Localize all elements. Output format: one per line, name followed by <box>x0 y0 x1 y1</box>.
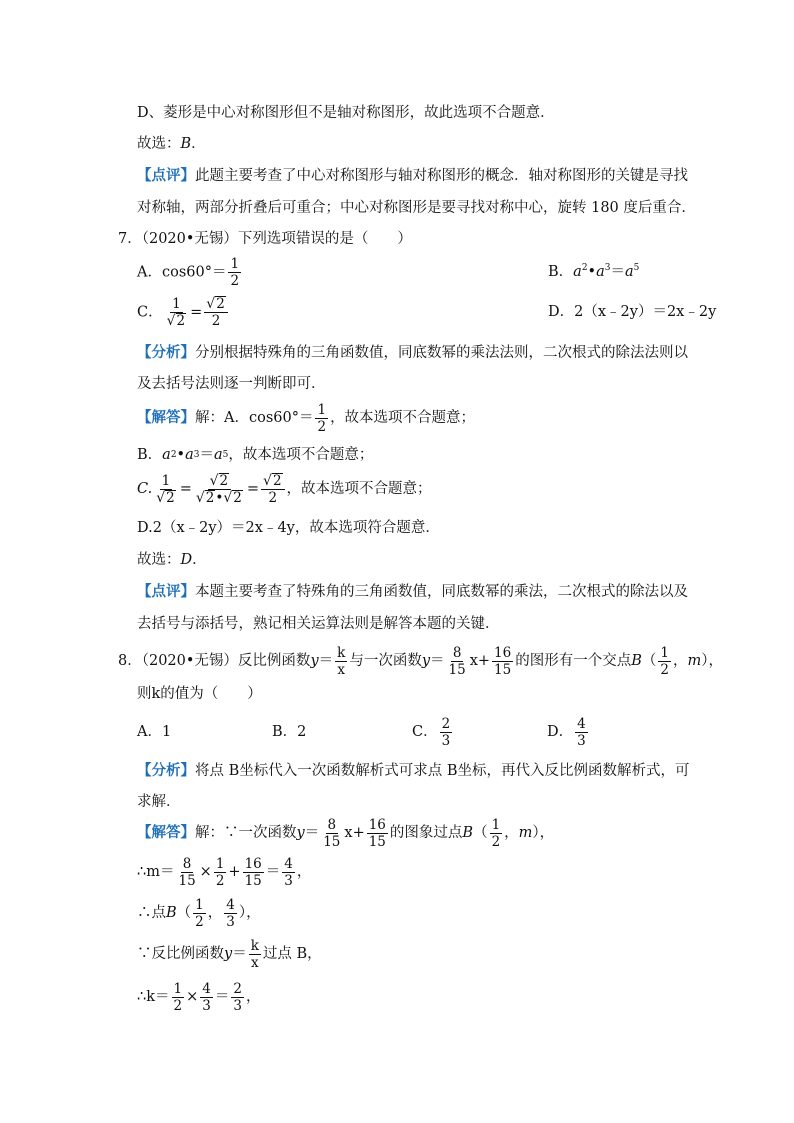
q7-answer-c: C. 1 √ 2 = √ 2 √ 2 • √ 2 = √ 2 2 ，故本选项不合题意； <box>137 472 432 506</box>
q8-heading-2: 则k的值为（ ） <box>137 686 262 702</box>
q7-options-row-1 <box>137 252 640 292</box>
q8-option-b: B．2 <box>272 724 307 740</box>
line-choose-b: 故选： B ． <box>137 136 206 152</box>
q7-heading: 7．（2020•无锡）下列选项错误的是（ ） <box>118 231 412 247</box>
q7-comment-2: 去括号与添括号，熟记相关运算法则是解答本题的关键． <box>137 616 500 632</box>
q8-solution-4: ∵反比例函数 y ＝ $\frac{k}{x}$ 过点 B， <box>137 937 322 971</box>
q8-options <box>137 712 617 752</box>
q8-option-a: A．1 <box>137 724 172 740</box>
answer-tag: 【解答】 <box>137 409 195 426</box>
q7-option-c: C． 1 √ 2 = √ 2 2 <box>137 296 230 329</box>
q7-answer-d: D.2（x﹣2y）＝2x﹣4y，故本选项符合题意． <box>137 520 440 536</box>
q7-option-b: B．$a^2•a^3=a^5$ <box>548 263 640 280</box>
line-comment-2: 对称轴，两部分折叠后可重合；中心对称图形是要寻找对称中心，旋转 180 度后重合． <box>137 200 696 216</box>
q7-choose-d: 故选： D ． <box>137 552 207 568</box>
analysis-tag: 【分析】 <box>137 344 195 361</box>
q7-analysis-2: 及去括号法则逐一判断即可． <box>137 376 326 392</box>
q7-option-a: A．cos60°＝ $\frac{1}{2}$ <box>137 255 240 289</box>
q7-comment-1: 【点评】 本题主要考查了特殊角的三角函数值，同底数幂的乘法，二次根式的除法以及 <box>137 583 688 600</box>
comment-tag: 【点评】 <box>137 167 195 184</box>
q7-answer-b: B． a 2 • a 3 ＝ a 5 ，故本选项不合题意； <box>137 447 374 463</box>
q8-solution-2: ∴m＝ $\frac{8}{15}$ × $\frac{1}{2}$ + $\frac{16}{15}$ ＝ $\frac{4}{3}$ ， <box>137 855 312 889</box>
q8-analysis-2: 求解． <box>137 794 181 810</box>
answer-tag: 【解答】 <box>137 824 195 841</box>
q8-option-d: D． $\frac{4}{3}$ <box>547 715 586 749</box>
q8-analysis-1: 【分析】 将点 B坐标代入一次函数解析式可求点 B坐标，再代入反比例函数解析式，可 <box>137 762 690 779</box>
line-comment-1: 【点评】 此题主要考查了中心对称图形与轴对称图形的概念．轴对称图形的关键是寻找 <box>137 167 688 184</box>
comment-tag: 【点评】 <box>137 583 195 600</box>
q7-answer-a: 【解答】 解：A．cos60°＝ $\frac{1}{2}$ ，故本选项不合题意； <box>137 401 476 435</box>
q8-solution-1: 【解答】 解：∵一次函数 y ＝ $\frac{8}{15}$ x+ $\frac{16}{15}$ 的图象过点 B （ $\frac{1}{2}$ ， m ）， <box>137 816 555 850</box>
line-option-d-conclusion: D、菱形是中心对称图形但不是轴对称图形，故此选项不合题意． <box>137 105 555 121</box>
q8-solution-3: ∴点 B （ $\frac{1}{2}$ ， $\frac{4}{3}$ ）， <box>137 896 261 930</box>
q7-option-d: D．2（x﹣2y）＝2x﹣2y <box>548 304 717 320</box>
q8-solution-5: ∴k＝ $\frac{1}{2}$ × $\frac{4}{3}$ ＝ $\frac{2}{3}$ ， <box>137 980 261 1014</box>
q8-heading: 8．（2020•无锡）反比例函数 y ＝ $\frac{k}{x}$ 与一次函数 y ＝ $\frac{8}{15}$ x+ $\frac{16}{15}$ 的图形有一个交点 B （ $\frac{1}{2}$ ， m ）， <box>118 644 723 678</box>
q7-analysis-1: 【分析】 分别根据特殊角的三角函数值，同底数幂的乘法法则，二次根式的除法法则以 <box>137 344 688 361</box>
analysis-tag: 【分析】 <box>137 762 195 779</box>
q7-options-row-2 <box>137 292 717 332</box>
q8-option-c: C． $\frac{2}{3}$ <box>412 715 451 749</box>
